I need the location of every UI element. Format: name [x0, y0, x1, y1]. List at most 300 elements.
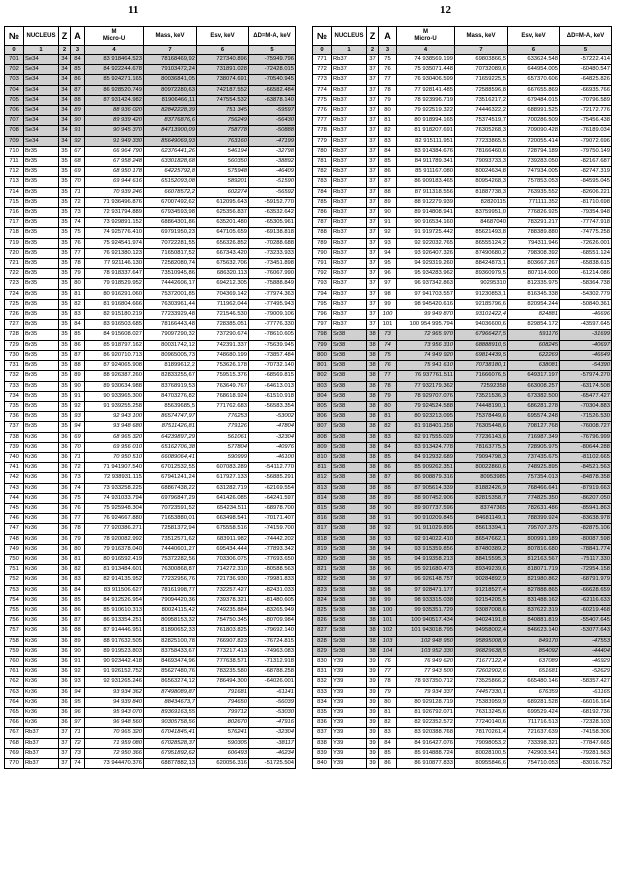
a-cell: 94: [71, 687, 85, 697]
row-index: 793: [313, 279, 332, 289]
micro-u-cell: 97 928471.177: [397, 585, 455, 595]
row-index: 824: [313, 595, 332, 605]
nucleus-cell: Y39: [332, 718, 367, 728]
nucleus-cell: Br35: [24, 218, 59, 228]
esv-cell: 607083.289: [197, 463, 249, 473]
delta-cell: -83638.978: [560, 514, 612, 524]
table-row: [313, 126, 612, 136]
esv-cell: 840881.819: [508, 616, 560, 626]
delta-cell: -52629: [560, 667, 612, 677]
row-index: 768: [5, 738, 24, 748]
micro-u-cell: 68 965 320: [85, 432, 144, 442]
z-cell: 38: [367, 493, 379, 503]
table-row: [313, 452, 612, 462]
delta-cell: -47804: [249, 422, 296, 432]
z-cell: 38: [367, 636, 379, 646]
a-cell: 97: [379, 575, 397, 585]
row-index: 701: [5, 55, 24, 65]
delta-cell: -75117.330: [560, 554, 612, 564]
nucleus-cell: Kr36: [24, 636, 59, 646]
a-cell: 91: [379, 218, 397, 228]
row-index: 717: [5, 218, 24, 228]
z-cell: 38: [367, 616, 379, 626]
a-cell: 77: [379, 75, 397, 85]
row-index: 743: [5, 483, 24, 493]
table-row: [5, 126, 296, 136]
table-row: [5, 208, 296, 218]
mass-cell: 74440601,27: [144, 544, 197, 554]
esv-cell: 728905.975: [508, 442, 560, 452]
a-cell: 94: [379, 248, 397, 258]
row-index: 772: [313, 65, 332, 75]
nucleus-cell: Sr38: [332, 391, 367, 401]
z-cell: 37: [367, 75, 379, 85]
a-cell: 79: [71, 534, 85, 544]
row-index: 810: [313, 452, 332, 462]
row-index: 780: [313, 146, 332, 156]
mass-cell: 80024634,8: [455, 167, 508, 177]
micro-u-cell: 85 910610.313: [85, 605, 144, 615]
delta-cell: -65305.961: [249, 218, 296, 228]
micro-u-cell: 81 926792.071: [397, 708, 455, 718]
delta-cell: -40697: [560, 340, 612, 350]
table-row: [5, 218, 296, 228]
delta-cell: -60480.547: [560, 65, 612, 75]
row-index: 728: [5, 330, 24, 340]
delta-cell: -59597: [249, 106, 296, 116]
mass-cell: 83758433,67: [144, 646, 197, 656]
nucleus-cell: Br35: [24, 187, 59, 197]
esv-cell: 816345.338: [508, 289, 560, 299]
micro-u-cell: 90 910209.845: [397, 514, 455, 524]
micro-u-cell: 77 920386.271: [85, 524, 144, 534]
delta-cell: -70796.589: [560, 95, 612, 105]
row-index: 731: [5, 361, 24, 371]
col-header: ΔD=M-A, keV: [249, 27, 296, 46]
a-cell: 98: [379, 585, 397, 595]
nucleus-cell: Br35: [24, 238, 59, 248]
z-cell: 36: [59, 656, 71, 666]
row-index: 819: [313, 544, 332, 554]
micro-u-cell: 87 914446.951: [85, 626, 144, 636]
col-number: 5: [249, 46, 296, 55]
delta-cell: -46409: [249, 167, 296, 177]
delta-cell: -78610.605: [249, 330, 296, 340]
nucleus-cell: Sr38: [332, 595, 367, 605]
a-cell: 74: [71, 759, 85, 769]
delta-cell: -76796.999: [560, 432, 612, 442]
mass-cell: 80022860,6: [455, 463, 508, 473]
mass-cell: 79103472,24: [144, 65, 197, 75]
micro-u-cell: 70 939 246: [85, 187, 144, 197]
a-cell: 82: [71, 565, 85, 575]
nucleus-cell: Se34: [24, 65, 59, 75]
row-index: 754: [5, 595, 24, 605]
mass-cell: 62376441,26: [144, 146, 197, 156]
row-index: 774: [313, 85, 332, 95]
row-index: 732: [5, 371, 24, 381]
a-cell: 87: [379, 177, 397, 187]
delta-cell: -81710.698: [560, 197, 612, 207]
mass-cell: 82815358,7: [455, 493, 508, 503]
z-cell: 36: [59, 697, 71, 707]
mass-cell: 67028528,37: [144, 738, 197, 748]
micro-u-cell: 73 929891.152: [85, 218, 144, 228]
delta-cell: -51590: [249, 177, 296, 187]
delta-cell: -61165: [560, 687, 612, 697]
a-cell: 76: [379, 656, 397, 666]
mass-cell: 79093733,3: [455, 157, 508, 167]
table-row: [5, 554, 296, 564]
nucleus-cell: Rb37: [332, 116, 367, 126]
mass-cell: 80024115,42: [144, 605, 197, 615]
esv-cell: 716987.349: [508, 432, 560, 442]
table-row: [313, 738, 612, 748]
row-index: 825: [313, 605, 332, 615]
nucleus-cell: Br35: [24, 157, 59, 167]
delta-cell: -60219.468: [560, 605, 612, 615]
esv-cell: 747554.532: [197, 95, 249, 105]
nucleus-cell: Se34: [24, 85, 59, 95]
nucleus-cell: Y39: [332, 728, 367, 738]
micro-u-cell: 83 911506.627: [85, 585, 144, 595]
column-number-row: [5, 46, 296, 55]
a-cell: 72: [71, 738, 85, 748]
table-row: [313, 289, 612, 299]
table-row: [313, 55, 612, 65]
nucleus-cell: Br35: [24, 340, 59, 350]
micro-u-cell: 83 913424.778: [397, 442, 455, 452]
a-cell: 103: [379, 636, 397, 646]
table-row: [5, 187, 296, 197]
delta-cell: -59152.770: [249, 197, 296, 207]
table-row: [5, 503, 296, 513]
nucleus-cell: Kr36: [24, 473, 59, 483]
table-row: [5, 279, 296, 289]
a-cell: 80: [71, 544, 85, 554]
a-cell: 78: [71, 259, 85, 269]
z-cell: 39: [367, 697, 379, 707]
mass-cell: 85649069,93: [144, 136, 197, 146]
z-cell: 36: [59, 432, 71, 442]
nuclide-table-right: [312, 26, 612, 769]
mass-cell: 75374519,7: [455, 116, 508, 126]
mass-cell: 82833255,67: [144, 371, 197, 381]
micro-u-cell: 95 921680.473: [397, 565, 455, 575]
table-row: [313, 534, 612, 544]
mass-cell: 83768919,53: [144, 381, 197, 391]
row-index: 840: [313, 759, 332, 769]
row-index: 750: [5, 554, 24, 564]
mass-cell: 86555124,2: [455, 238, 508, 248]
esv-cell: 766907.823: [197, 636, 249, 646]
micro-u-cell: 86 910877.833: [397, 759, 455, 769]
esv-cell: 641426.085: [197, 493, 249, 503]
delta-cell: -55407.645: [560, 616, 612, 626]
esv-cell: 768618.924: [197, 391, 249, 401]
row-index: 838: [313, 738, 332, 748]
micro-u-cell: 101 943018.795: [397, 626, 455, 636]
delta-cell: -32304: [249, 432, 296, 442]
micro-u-cell: 77 932179.362: [397, 381, 455, 391]
row-index: 776: [313, 106, 332, 116]
z-cell: 38: [367, 442, 379, 452]
nucleus-cell: Sr38: [332, 340, 367, 350]
a-cell: 73: [379, 330, 397, 340]
table-row: [313, 95, 612, 105]
micro-u-cell: 92 943 100: [85, 412, 144, 422]
z-cell: 35: [59, 187, 71, 197]
table-row: [313, 463, 612, 473]
esv-cell: 635201.480: [197, 218, 249, 228]
micro-u-cell: 91 919725.442: [397, 228, 455, 238]
micro-u-cell: 85 914888.724: [397, 748, 455, 758]
table-row: [5, 371, 296, 381]
esv-cell: 679484.015: [508, 95, 560, 105]
z-cell: 37: [59, 728, 71, 738]
z-cell: 37: [367, 289, 379, 299]
table-row: [5, 259, 296, 269]
mass-cell: 76303961,44: [144, 299, 197, 309]
row-index: 757: [5, 626, 24, 636]
delta-cell: -76008.727: [560, 422, 612, 432]
table-row: [5, 116, 296, 126]
z-cell: 35: [59, 330, 71, 340]
delta-cell: -46234: [249, 748, 296, 758]
z-cell: 35: [59, 299, 71, 309]
nucleus-cell: Kr36: [24, 463, 59, 473]
z-cell: 38: [367, 595, 379, 605]
z-cell: 38: [367, 605, 379, 615]
nucleus-cell: Br35: [24, 350, 59, 360]
a-cell: 89: [379, 197, 397, 207]
a-cell: 76: [71, 238, 85, 248]
page-number-left: 11: [128, 4, 139, 16]
esv-cell: 753626.178: [197, 361, 249, 371]
nucleus-cell: Y39: [332, 759, 367, 769]
col-header: Esv, keV: [197, 27, 249, 46]
micro-u-cell: 85 918797.162: [85, 340, 144, 350]
a-cell: 100: [379, 310, 397, 320]
nucleus-cell: Br35: [24, 269, 59, 279]
nucleus-cell: Rb37: [332, 218, 367, 228]
micro-u-cell: 82 914135.952: [85, 575, 144, 585]
table-row: [313, 718, 612, 728]
delta-cell: -66935.766: [560, 85, 612, 95]
a-cell: 92: [71, 401, 85, 411]
esv-cell: 807816.680: [508, 544, 560, 554]
z-cell: 34: [59, 85, 71, 95]
table-row: [5, 575, 296, 585]
col-header: M Micro-U: [397, 27, 455, 46]
table-row: [313, 748, 612, 758]
nucleus-cell: Sr38: [332, 544, 367, 554]
row-index: 791: [313, 259, 332, 269]
row-index: 830: [313, 656, 332, 666]
col-header: A: [71, 27, 85, 46]
esv-cell: 709090.428: [508, 126, 560, 136]
esv-cell: 759515.376: [197, 371, 249, 381]
nucleus-cell: Rb37: [332, 320, 367, 330]
table-row: [5, 565, 296, 575]
micro-u-cell: 73 956 310: [397, 340, 455, 350]
mass-cell: 80036841,05: [144, 75, 197, 85]
esv-cell: 602274: [197, 187, 249, 197]
mass-cell: 83747365: [455, 503, 508, 513]
table-row: [313, 310, 612, 320]
mass-cell: 96829638,5: [455, 646, 508, 656]
z-cell: 36: [59, 605, 71, 615]
table-row: [5, 106, 296, 116]
esv-cell: 695434.444: [197, 544, 249, 554]
nucleus-cell: Sr38: [332, 575, 367, 585]
mass-cell: 72592358: [455, 381, 508, 391]
col-number: 2: [59, 46, 71, 55]
esv-cell: 720055.414: [508, 136, 560, 146]
table-row: [313, 646, 612, 656]
row-index: 786: [313, 208, 332, 218]
a-cell: 73: [71, 473, 85, 483]
mass-cell: 67012532,55: [144, 463, 197, 473]
esv-cell: 667655.869: [508, 85, 560, 95]
micro-u-cell: 96 948 560: [85, 718, 144, 728]
table-row: [5, 157, 296, 167]
row-index: 740: [5, 452, 24, 462]
mass-cell: 69814439,5: [455, 350, 508, 360]
table-row: [5, 626, 296, 636]
esv-cell: 721637.639: [508, 728, 560, 738]
delta-cell: -77776.330: [249, 320, 296, 330]
a-cell: 83: [71, 310, 85, 320]
a-cell: 78: [379, 677, 397, 687]
micro-u-cell: 95 934283.962: [397, 269, 455, 279]
table-row: [313, 697, 612, 707]
mass-cell: 78163775,5: [455, 442, 508, 452]
mass-cell: 73516217,2: [455, 95, 508, 105]
mass-cell: 81906466,11: [144, 95, 197, 105]
z-cell: 37: [367, 157, 379, 167]
z-cell: 34: [59, 65, 71, 75]
nucleus-cell: Sr38: [332, 432, 367, 442]
esv-cell: 649317.197: [508, 371, 560, 381]
z-cell: 36: [59, 554, 71, 564]
z-cell: 35: [59, 248, 71, 258]
table-row: [5, 177, 296, 187]
row-index: 784: [313, 187, 332, 197]
a-cell: 81: [71, 554, 85, 564]
table-row: [313, 575, 612, 585]
table-row: [5, 687, 296, 697]
nucleus-cell: Br35: [24, 401, 59, 411]
esv-cell: 748925.895: [508, 463, 560, 473]
mass-cell: 90295310: [455, 279, 508, 289]
row-index: 805: [313, 401, 332, 411]
a-cell: 91: [71, 391, 85, 401]
delta-cell: -61214.086: [560, 269, 612, 279]
nucleus-cell: Rb37: [332, 65, 367, 75]
delta-cell: -80709.984: [249, 616, 296, 626]
delta-cell: -31699: [560, 330, 612, 340]
delta-cell: -74159.700: [249, 524, 296, 534]
micro-u-cell: 99 949 870: [397, 310, 455, 320]
delta-cell: -58357.427: [560, 677, 612, 687]
esv-cell: 688991.525: [508, 106, 560, 116]
row-index: 706: [5, 106, 24, 116]
delta-cell: -79692.140: [249, 626, 296, 636]
table-row: [313, 605, 612, 615]
esv-cell: 763935.552: [508, 187, 560, 197]
esv-cell: 675632.706: [197, 259, 249, 269]
mass-cell: 67951892,62: [144, 748, 197, 758]
row-index: 787: [313, 218, 332, 228]
esv-cell: 577804: [197, 442, 249, 452]
delta-cell: -79281.563: [560, 748, 612, 758]
row-index: 795: [313, 299, 332, 309]
nucleus-cell: Y39: [332, 677, 367, 687]
esv-cell: 675558.516: [197, 524, 249, 534]
row-index: 803: [313, 381, 332, 391]
page-number-right: 12: [440, 4, 451, 16]
z-cell: 39: [367, 687, 379, 697]
table-row: [5, 401, 296, 411]
row-index: 828: [313, 636, 332, 646]
a-cell: 77: [71, 248, 85, 258]
a-cell: 85: [379, 157, 397, 167]
delta-cell: -62169.554: [249, 483, 296, 493]
nucleus-cell: Rb37: [332, 136, 367, 146]
a-cell: 77: [379, 371, 397, 381]
esv-cell: 737290.674: [197, 330, 249, 340]
delta-cell: -56430: [249, 116, 296, 126]
mass-cell: 84713900,09: [144, 126, 197, 136]
a-cell: 70: [71, 177, 85, 187]
z-cell: 37: [367, 259, 379, 269]
esv-cell: 777638.571: [197, 656, 249, 666]
micro-u-cell: 92 922032.765: [397, 238, 455, 248]
esv-cell: 798308.392: [508, 248, 560, 258]
z-cell: 35: [59, 350, 71, 360]
row-index: 827: [313, 626, 332, 636]
z-cell: 34: [59, 106, 71, 116]
esv-cell: 788389.880: [508, 228, 560, 238]
z-cell: 37: [367, 126, 379, 136]
row-index: 777: [313, 116, 332, 126]
esv-cell: 637089: [508, 656, 560, 666]
col-header: Z: [367, 27, 379, 46]
delta-cell: -72954.158: [560, 565, 612, 575]
nucleus-cell: Br35: [24, 197, 59, 207]
table-row: [313, 554, 612, 564]
row-index: 822: [313, 575, 332, 585]
table-row: [313, 157, 612, 167]
delta-cell: -63878.140: [249, 95, 296, 105]
col-number: 3: [379, 46, 397, 55]
mass-cell: 77236143,6: [455, 432, 508, 442]
mass-cell: 63301828,68: [144, 157, 197, 167]
nucleus-cell: Kr36: [24, 575, 59, 585]
esv-cell: 779126: [197, 422, 249, 432]
table-row: [313, 503, 612, 513]
a-cell: 84: [71, 585, 85, 595]
delta-cell: -56583.354: [249, 401, 296, 411]
table-row: [5, 238, 296, 248]
micro-u-cell: 70 950 510: [85, 452, 144, 462]
delta-cell: -77693.650: [249, 554, 296, 564]
table-row: [5, 75, 296, 85]
esv-cell: 854092: [508, 646, 560, 656]
delta-cell: -63174.508: [560, 381, 612, 391]
delta-cell: -58364.738: [560, 279, 612, 289]
